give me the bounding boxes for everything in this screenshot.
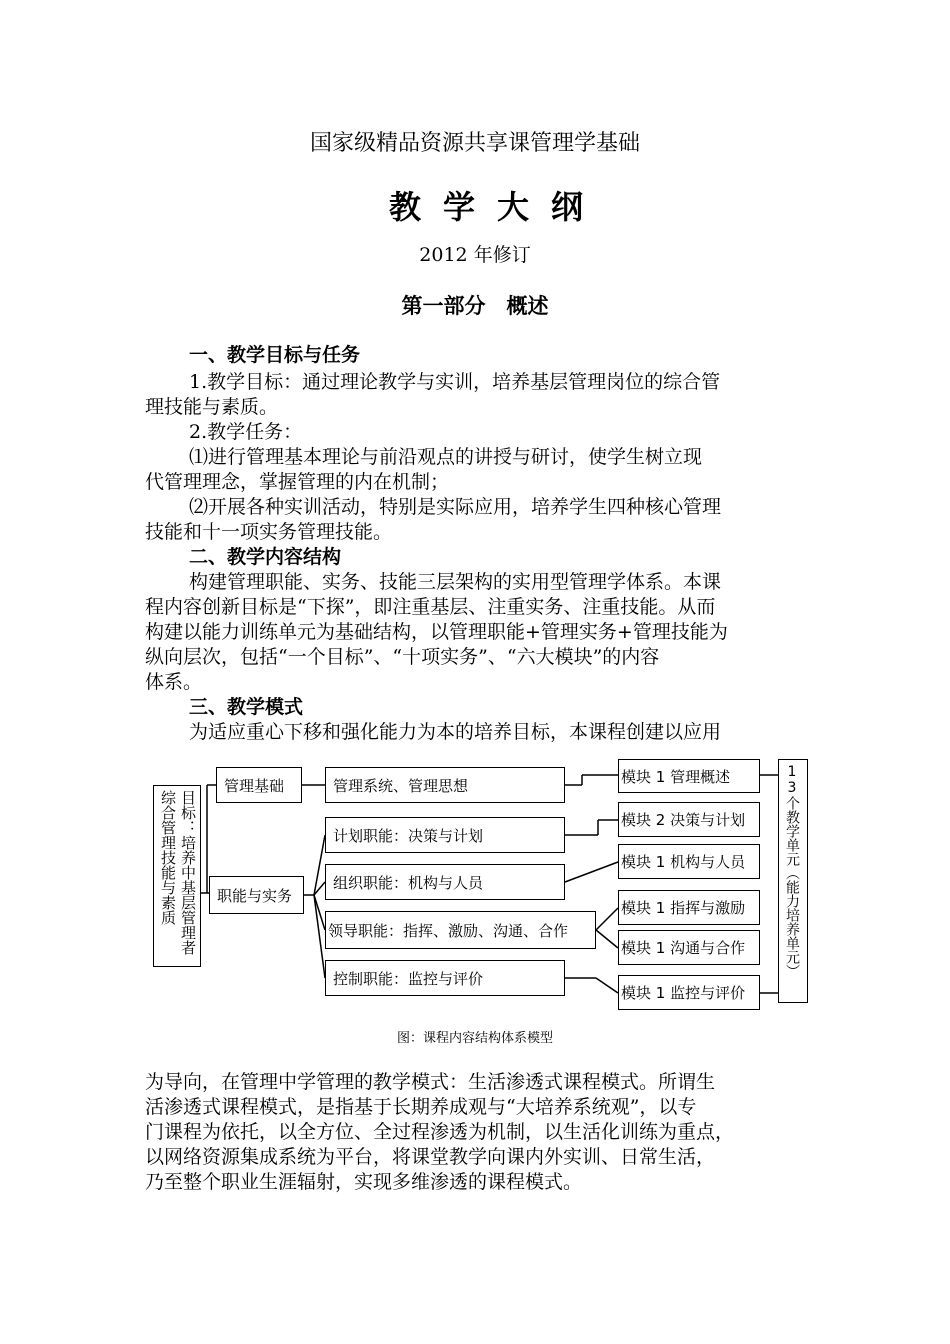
module-box: 模块 1 监控与评价 — [618, 975, 760, 1010]
section2-heading: 二、教学内容结构 — [189, 546, 342, 568]
section3-heading: 三、教学模式 — [189, 696, 304, 718]
module-box: 模块 1 管理概述 — [618, 759, 760, 793]
paragraph-line: 体系。 — [145, 671, 203, 693]
paragraph-line: 以网络资源集成系统为平台，将课堂教学向课内外实训、日常生活， — [145, 1146, 716, 1168]
task1-line-2: 代管理理念，掌握管理的内在机制； — [145, 471, 450, 493]
units-box — [778, 759, 808, 1003]
paragraph-line: 门课程为依托，以全方位、全过程渗透为机制，以生活化训练为重点， — [145, 1121, 735, 1143]
document-title: 教学大纲 — [388, 188, 605, 226]
module-box: 模块 1 机构与人员 — [618, 844, 760, 879]
paragraph-line: 纵向层次，包括“一个目标”、“十项实务”、“六大模块”的内容 — [145, 646, 660, 668]
paragraph-line: 活渗透式课程模式，是指基于长期养成观与“大培养系统观”，以专 — [145, 1096, 697, 1118]
section3-intro: 为适应重心下移和强化能力为本的培养目标，本课程创建以应用 — [189, 721, 722, 743]
revision-note: 2012 年修订 — [419, 244, 531, 266]
module-box: 模块 2 决策与计划 — [618, 802, 760, 837]
part-heading: 第一部分 概述 — [401, 294, 549, 318]
function-item-plan: 计划职能：决策与计划 — [325, 817, 565, 853]
module-box: 模块 1 沟通与合作 — [618, 930, 760, 965]
goal-line-2: 理技能与素质。 — [145, 396, 279, 418]
level-functions: 职能与实务 — [209, 876, 304, 914]
level-foundation: 管理基础 — [216, 767, 302, 803]
paragraph-line: 乃至整个职业生涯辐射，实现多维渗透的课程模式。 — [145, 1171, 583, 1193]
units-text: 13个教学单元（能力培养单元） — [784, 764, 800, 978]
paragraph-line: 为导向，在管理中学管理的教学模式：生活渗透式课程模式。所谓生 — [145, 1071, 716, 1093]
task-label: 2.教学任务： — [189, 421, 303, 443]
goal-text-primary: 目标：培养中基层管理者 — [179, 790, 197, 955]
function-item-organize: 组织职能：机构与人员 — [325, 864, 565, 900]
task1-line-1: ⑴进行管理基本理论与前沿观点的讲授与研讨，使学生树立现 — [189, 446, 703, 468]
course-title: 国家级精品资源共享课管理学基础 — [309, 131, 640, 156]
function-item-lead: 领导职能：指挥、激励、沟通、合作 — [325, 911, 596, 949]
foundation-item: 管理系统、管理思想 — [325, 767, 565, 803]
paragraph-line: 构建以能力训练单元为基础结构，以管理职能+管理实务+管理技能为 — [145, 621, 728, 643]
goal-box — [153, 785, 201, 967]
goal-text-secondary: 综合管理技能与素质 — [159, 790, 177, 925]
module-box: 模块 1 指挥与激励 — [618, 890, 760, 925]
figure-caption: 图：课程内容结构体系模型 — [396, 1031, 553, 1046]
paragraph-line: 构建管理职能、实务、技能三层架构的实用型管理学体系。本课 — [189, 571, 722, 593]
paragraph-line: 程内容创新目标是“下探”，即注重基层、注重实务、注重技能。从而 — [145, 596, 716, 618]
function-item-control: 控制职能：监控与评价 — [325, 960, 565, 996]
section1-heading: 一、教学目标与任务 — [189, 344, 361, 366]
task2-line-1: ⑵开展各种实训活动，特别是实际应用，培养学生四种核心管理 — [189, 496, 722, 518]
goal-line-1: 1.教学目标：通过理论教学与实训，培养基层管理岗位的综合管 — [189, 371, 721, 393]
task2-line-2: 技能和十一项实务管理技能。 — [145, 521, 393, 543]
